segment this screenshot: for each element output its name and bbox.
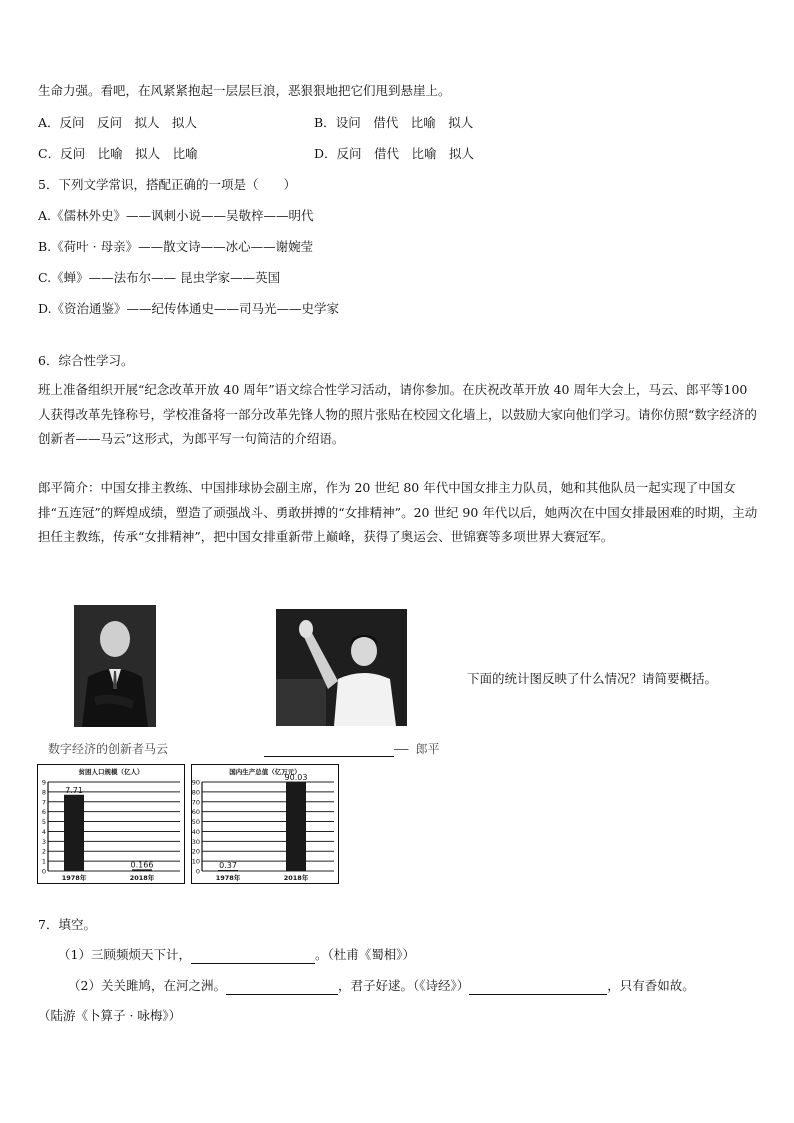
q4-option-c: C．反问 比喻 拟人 比喻 xyxy=(38,146,198,161)
caption-lang-ping: —— 郎平 xyxy=(264,740,440,757)
bar xyxy=(218,870,238,871)
chart-gdp-svg xyxy=(192,765,338,883)
y-tick-label: 60 xyxy=(192,808,200,817)
q4-option-a: A．反问 反问 拟人 拟人 xyxy=(38,115,198,130)
data-label: 0.37 xyxy=(219,861,237,870)
chart-gdp xyxy=(191,764,339,884)
data-label: 90.03 xyxy=(284,772,308,782)
chart-poverty-svg xyxy=(38,765,184,883)
y-tick-label: 2 xyxy=(41,847,46,856)
y-tick-label: 20 xyxy=(192,847,200,856)
q7-item-2-source: （陆游《卜算子 · 咏梅》） xyxy=(38,1008,182,1023)
y-tick-label: 0 xyxy=(195,867,200,876)
category-label: 1978年 xyxy=(215,874,241,882)
y-tick-label: 1 xyxy=(41,857,46,866)
bar xyxy=(64,795,84,871)
bar xyxy=(286,782,306,871)
y-tick-label: 4 xyxy=(41,827,46,836)
q5-stem: 5．下列文学常识，搭配正确的一项是（ ） xyxy=(38,177,296,192)
data-label: 0.166 xyxy=(130,860,154,870)
y-tick-label: 3 xyxy=(41,837,46,846)
q4-text-tail: 生命力强。看吧，在风紧紧抱起一层层巨浪，恶狠狠地把它们甩到悬崖上。 xyxy=(38,83,451,98)
q4-option-d: D．反问 借代 比喻 拟人 xyxy=(314,146,475,161)
chart-poverty-title: 贫困人口规模（亿人） xyxy=(78,768,144,776)
y-tick-label: 40 xyxy=(192,827,200,836)
answer-blank-q7-2[interactable] xyxy=(226,980,338,995)
y-tick-label: 50 xyxy=(192,818,200,827)
y-tick-label: 30 xyxy=(192,837,200,846)
q5-option-b: B.《荷叶 · 母亲》——散文诗——冰心——谢婉莹 xyxy=(38,239,314,254)
person-silhouette-icon xyxy=(74,605,156,727)
y-tick-label: 8 xyxy=(41,788,46,797)
photo-lang-ping xyxy=(276,609,407,726)
category-label: 1978年 xyxy=(61,874,87,882)
q5-option-a: A.《儒林外史》——讽刺小说——吴敬梓——明代 xyxy=(38,208,314,223)
y-tick-label: 0 xyxy=(41,867,46,876)
q7-item-2: （2）关关雎鸠，在河之洲。 ，君子好逑。（《诗经》） ，只有香如故。 xyxy=(68,978,695,993)
q5-option-c: C.《蝉》——法布尔—— 昆虫学家——英国 xyxy=(38,270,281,285)
photo-ma-yun xyxy=(74,605,156,727)
q4-option-b: B．设问 借代 比喻 拟人 xyxy=(314,115,474,130)
chart-gdp-title: 国内生产总值（亿万元） xyxy=(229,768,301,776)
y-tick-label: 80 xyxy=(192,788,200,797)
q6-intro: 班上准备组织开展“纪念改革开放 40 周年”语文综合性学习活动，请你参加。在庆祝改革开放 40 周年大会上，马云、郎平等100人获得改革先锋称号，学校准备将一部分改革先锋人物的照片张贴在校园文化墙上，以鼓励大家向他们学习。请你仿照“数字经济的创新者——马云”这形式，为郎平写一句简洁的介绍语。 xyxy=(38,382,757,446)
y-tick-label: 10 xyxy=(192,857,200,866)
q5-option-d: D.《资治通鉴》——纪传体通史——司马光——史学家 xyxy=(38,301,340,316)
y-tick-label: 7 xyxy=(41,798,46,807)
y-tick-label: 9 xyxy=(41,778,46,787)
data-label: 7.71 xyxy=(65,785,83,795)
person-waving-icon xyxy=(276,609,407,726)
category-label: 2018年 xyxy=(283,874,309,882)
chart-poverty xyxy=(37,764,185,884)
bar xyxy=(132,869,152,871)
q7-stem: 7．填空。 xyxy=(38,917,96,932)
category-label: 2018年 xyxy=(129,874,155,882)
caption-ma-yun: 数字经济的创新者马云 xyxy=(48,742,169,756)
y-tick-label: 90 xyxy=(192,778,200,787)
answer-blank-lang-ping[interactable] xyxy=(264,742,394,757)
answer-blank-q7-1[interactable] xyxy=(191,949,315,964)
q6-stem: 6．综合性学习。 xyxy=(38,353,134,368)
answer-blank-q7-3[interactable] xyxy=(469,980,607,995)
q7-item-1: （1）三顾频烦天下计， 。（杜甫《蜀相》） xyxy=(58,947,415,962)
q6-bio: 郎平简介：中国女排主教练、中国排球协会副主席，作为 20 世纪 80 年代中国女排主力队员，她和其他队员一起实现了中国女排“五连冠”的辉煌成绩，塑造了顽强战斗、勇敢拼搏的“女排精神”。20 世纪 90 年代以后，她两次在中国女排最困难的时期，主动担任主教练，传承“女排精神”，把中国女排重新带上巅峰，获得了奥运会、世锦赛等多项世界大赛冠军。 xyxy=(38,480,758,544)
chart-question: 下面的统计图反映了什么情况？请简要概括。 xyxy=(467,671,718,686)
y-tick-label: 5 xyxy=(41,818,46,827)
y-tick-label: 70 xyxy=(192,798,200,807)
y-tick-label: 6 xyxy=(41,808,46,817)
